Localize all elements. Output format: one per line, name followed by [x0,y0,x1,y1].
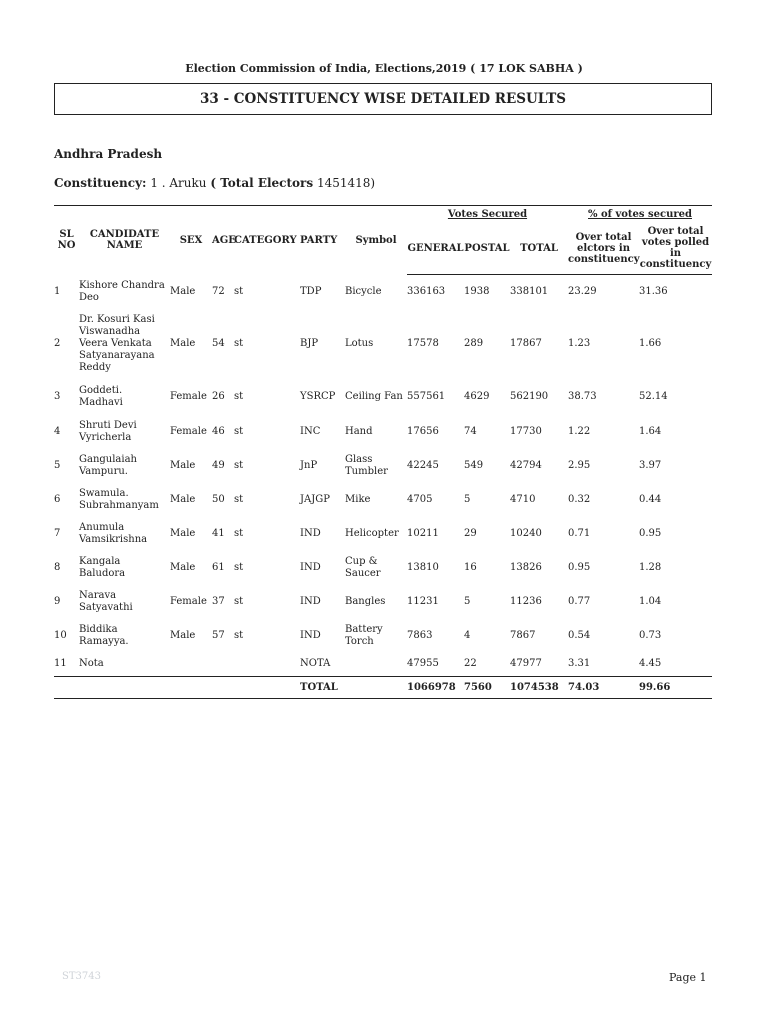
cell-postal: 4 [464,629,471,641]
cell-party: IND [300,629,321,641]
constituency-label: Constituency: [54,176,147,190]
cell-party: JnP [300,459,318,471]
cell-sex: Male [170,285,196,297]
cell-candidate-name: Goddeti. Madhavi [79,384,123,408]
cell-total: 13826 [510,561,542,573]
cell-candidate-name: Gangulaiah Vampuru. [79,453,137,477]
cell-party: TDP [300,285,322,297]
cell-party: NOTA [300,658,331,670]
cell-slno: 11 [54,658,67,670]
cell-age: 61 [212,561,225,573]
cell-party: IND [300,595,321,607]
cell-pct-polled: 1.64 [639,425,662,437]
total-empty-cell [170,677,212,699]
cell-general: 10211 [407,527,439,539]
votes-secured-group-header: Votes Secured [407,206,568,223]
cell-age [212,653,234,677]
cell-age: 72 [212,285,225,297]
cell-pct-electors: 2.95 [568,459,591,471]
table-row [54,585,712,619]
report-org-header: Election Commission of India, Elections,2019 ( 17 LOK SABHA ) [185,62,583,75]
total-empty-cell [345,677,407,699]
cell-pct-polled: 1.04 [639,595,662,607]
cell-sex: Female [170,595,207,607]
cell-candidate-name: Dr. Kosuri Kasi Viswanadha Veera Venkata Satyanarayana Reddy [79,313,155,373]
cell-age: 26 [212,390,225,402]
constituency-name: 1 . Aruku [150,176,207,190]
cell-age: 49 [212,459,225,471]
total-label: TOTAL [300,677,345,699]
cell-total: 4710 [510,493,536,505]
cell-general: 17656 [407,425,439,437]
cell-postal: 22 [464,658,477,670]
cell-age: 57 [212,629,225,641]
cell-general: 17578 [407,337,439,349]
cell-slno: 5 [54,459,61,471]
table-row [54,309,712,379]
cell-pct-polled: 31.36 [639,285,668,297]
cell-sex: Male [170,459,196,471]
cell-category: st [234,285,244,297]
cell-total: 338101 [510,285,549,297]
cell-age: 41 [212,527,225,539]
cell-category: st [234,629,244,641]
cell-category: st [234,493,244,505]
cell-sex: Male [170,561,196,573]
table-row [54,551,712,585]
cell-category: st [234,459,244,471]
page-number: Page 1 [669,971,707,984]
cell-slno: 7 [54,527,61,539]
cell-pct-polled: 0.73 [639,629,662,641]
cell-pct-polled: 3.97 [639,459,662,471]
cell-candidate-name: Shruti Devi Vyricherla [79,419,137,443]
total-empty-cell [212,677,234,699]
cell-pct-electors: 0.77 [568,595,591,607]
col-sex-header: SEX [170,206,212,275]
cell-age: 37 [212,595,225,607]
cell-candidate-name: Anumula Vamsikrishna [79,521,148,545]
cell-symbol: Mike [345,493,371,505]
cell-postal: 29 [464,527,477,539]
cell-postal: 74 [464,425,477,437]
cell-candidate-name: Narava Satyavathi [79,589,133,613]
col-symbol-header: Symbol [345,206,407,275]
total-postal: 7560 [464,677,510,699]
table-row [54,415,712,449]
col-age-header: AGE [212,206,234,275]
pct-votes-group-header: % of votes secured [568,206,712,223]
document-id-watermark: ST3743 [62,971,101,982]
cell-general: 42245 [407,459,439,471]
constituency-line [54,176,375,190]
cell-pct-electors: 0.71 [568,527,591,539]
col-party-header: PARTY [300,206,345,275]
cell-party: INC [300,425,321,437]
col-total-header: TOTAL [510,222,568,275]
total-pct-polled: 99.66 [639,677,712,699]
cell-postal: 4629 [464,390,490,402]
cell-candidate-name: Nota [79,658,104,670]
cell-category: st [234,527,244,539]
cell-sex: Male [170,527,196,539]
report-title: 33 - CONSTITUENCY WISE DETAILED RESULTS [54,83,712,115]
table-row [54,275,712,309]
cell-pct-electors: 0.54 [568,629,591,641]
cell-symbol: Bicycle [345,285,382,297]
cell-pct-electors: 0.32 [568,493,591,505]
cell-age: 46 [212,425,225,437]
cell-pct-electors: 1.23 [568,337,591,349]
col-pct-polled-header: Over total votes polled in constituency [639,222,712,275]
cell-sex [170,653,212,677]
total-electors-value: 1451418) [316,176,376,190]
col-postal-header: POSTAL [464,222,510,275]
total-empty-cell [79,677,170,699]
cell-slno: 3 [54,390,61,402]
table-row [54,379,712,415]
cell-postal: 5 [464,493,471,505]
cell-party: BJP [300,337,319,349]
cell-candidate-name: Biddika Ramayya. [79,623,129,647]
cell-sex: Female [170,390,207,402]
cell-general: 336163 [407,285,446,297]
cell-pct-polled: 0.95 [639,527,662,539]
cell-symbol: Hand [345,425,373,437]
cell-party: YSRCP [300,390,336,402]
cell-symbol: Glass Tumbler [345,453,388,477]
cell-age: 50 [212,493,225,505]
cell-party: JAJGP [300,493,330,505]
cell-sex: Female [170,425,207,437]
cell-party: IND [300,561,321,573]
col-slno-header: SL NO [54,206,79,275]
cell-total: 11236 [510,595,542,607]
cell-slno: 4 [54,425,61,437]
table-row [54,619,712,653]
col-general-header: GENERAL [407,222,464,275]
cell-candidate-name: Swamula. Subrahmanyam [79,487,159,511]
cell-pct-polled: 0.44 [639,493,662,505]
cell-pct-polled: 52.14 [639,390,668,402]
table-row [54,653,712,677]
cell-general: 4705 [407,493,433,505]
cell-slno: 8 [54,561,61,573]
cell-symbol: Bangles [345,595,386,607]
table-row [54,517,712,551]
cell-total: 42794 [510,459,542,471]
state-name: Andhra Pradesh [54,147,163,161]
table-row [54,483,712,517]
cell-total: 17867 [510,337,542,349]
cell-sex: Male [170,337,196,349]
cell-total: 7867 [510,629,536,641]
cell-symbol: Cup & Saucer [345,555,381,579]
cell-pct-electors: 1.22 [568,425,591,437]
total-electors-label: ( Total Electors [210,176,314,190]
cell-slno: 2 [54,337,61,349]
cell-total: 10240 [510,527,542,539]
cell-slno: 9 [54,595,61,607]
cell-postal: 5 [464,595,471,607]
cell-symbol [345,653,407,677]
cell-party: IND [300,527,321,539]
cell-general: 11231 [407,595,439,607]
cell-symbol: Lotus [345,337,374,349]
cell-total: 17730 [510,425,542,437]
cell-category: st [234,390,244,402]
cell-pct-electors: 3.31 [568,658,591,670]
table-row [54,449,712,483]
col-category-header: CATEGORY [234,206,300,275]
col-pct-electors-header: Over total elctors in constituency [568,222,639,275]
cell-general: 47955 [407,658,439,670]
cell-sex: Male [170,493,196,505]
cell-category: st [234,425,244,437]
cell-pct-polled: 4.45 [639,658,662,670]
cell-postal: 549 [464,459,484,471]
cell-total: 47977 [510,658,542,670]
cell-pct-electors: 38.73 [568,390,597,402]
cell-age: 54 [212,337,225,349]
cell-pct-electors: 23.29 [568,285,597,297]
total-general: 1066978 [407,677,464,699]
cell-general: 557561 [407,390,446,402]
cell-slno: 1 [54,285,61,297]
total-empty-cell [54,677,79,699]
table-header-row [54,206,712,223]
cell-symbol: Ceiling Fan [345,390,403,402]
cell-total: 562190 [510,390,549,402]
cell-pct-polled: 1.28 [639,561,662,573]
cell-category: st [234,595,244,607]
cell-pct-electors: 0.95 [568,561,591,573]
cell-postal: 1938 [464,285,490,297]
cell-general: 7863 [407,629,433,641]
total-total: 1074538 [510,677,568,699]
cell-sex: Male [170,629,196,641]
cell-category: st [234,561,244,573]
total-pct-electors: 74.03 [568,677,639,699]
cell-category [234,653,300,677]
cell-general: 13810 [407,561,439,573]
cell-symbol: Helicopter [345,527,399,539]
cell-symbol: Battery Torch [345,623,383,647]
cell-slno: 6 [54,493,61,505]
col-candidate-header: CANDIDATE NAME [79,206,170,275]
cell-postal: 289 [464,337,484,349]
cell-candidate-name: Kangala Baludora [79,555,126,579]
cell-candidate-name: Kishore Chandra Deo [79,279,165,303]
cell-slno: 10 [54,629,67,641]
cell-postal: 16 [464,561,477,573]
cell-pct-polled: 1.66 [639,337,662,349]
total-row [54,677,712,699]
results-table [54,205,712,699]
cell-category: st [234,337,244,349]
total-empty-cell [234,677,300,699]
